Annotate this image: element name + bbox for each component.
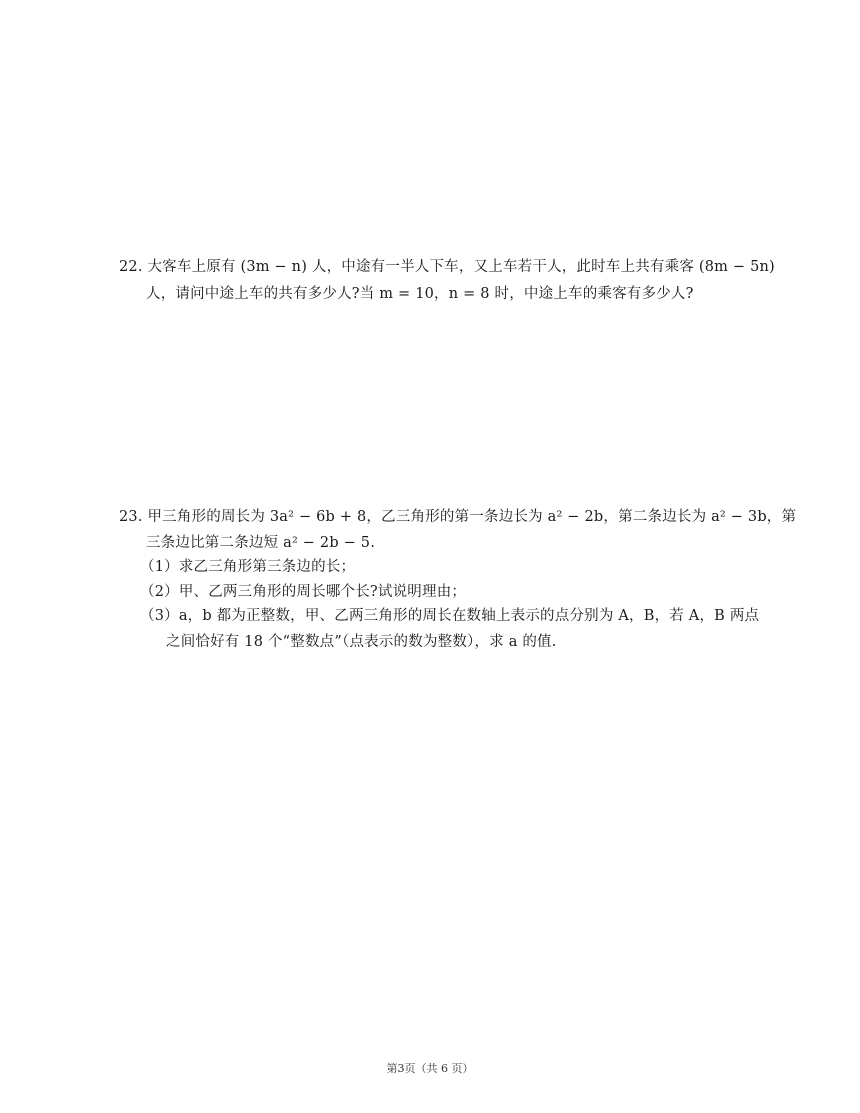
question-23-line-2: 三条边比第二条边短 a² − 2b − 5. [146,535,376,551]
question-23-part-3-line-1: （3）a，b 都为正整数，甲、乙两三角形的周长在数轴上表示的点分别为 A，B，若 A，B 两点 [140,608,760,624]
question-23-part-2: （2）甲、乙两三角形的周长哪个长?试说明理由； [140,584,467,600]
question-23-part-3-line-2: 之间恰好有 18 个“整数点”（点表示的数为整数），求 a 的值. [166,634,557,650]
page-footer: 第3页（共 6 页） [386,1062,474,1075]
question-22-line-2: 人，请问中途上车的共有多少人?当 m = 10，n = 8 时，中途上车的乘客有多少人? [146,286,694,302]
question-23-line-1: 23. 甲三角形的周长为 3a² − 6b + 8，乙三角形的第一条边长为 a² − 2b，第二条边长为 a² − 3b，第 [119,509,797,525]
question-23-part-1: （1）求乙三角形第三条边的长； [140,559,356,575]
question-22-line-1: 22. 大客车上原有 (3m − n) 人，中途有一半人下车，又上车若干人，此时车上共有乘客 (8m − 5n) [119,259,775,275]
